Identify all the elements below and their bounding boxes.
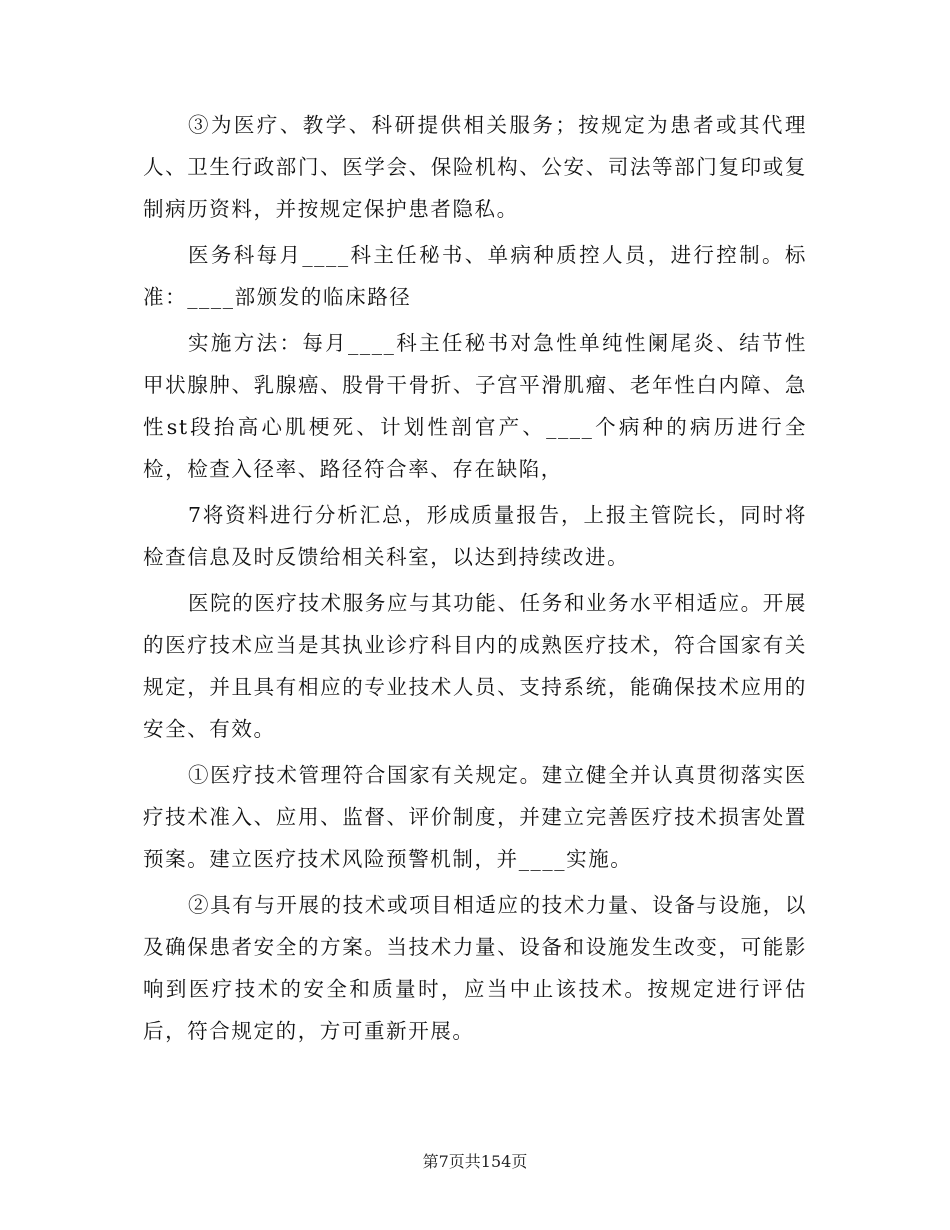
paragraph-7: ②具有与开展的技术或项目相适应的技术力量、设备与设施，以及确保患者安全的方案。当技术力量、设备和设施发生改变，可能影响到医疗技术的安全和质量时，应当中止该技术。按规定进行评估后，符合规定的，方可重新开展。 xyxy=(143,893,807,1043)
document-body xyxy=(143,104,807,1056)
paragraph-5: 医院的医疗技术服务应与其功能、任务和业务水平相适应。开展的医疗技术应当是其执业诊疗科目内的成熟医疗技术，符合国家有关规定，并且具有相应的专业技术人员、支持系统，能确保技术应用的安全、有效。 xyxy=(143,591,807,741)
page-number-footer: 第7页共154页 xyxy=(422,1152,528,1171)
paragraph-3: 实施方法：每月____科主任秘书对急性单纯性阑尾炎、结节性甲状腺肿、乳腺癌、股骨干骨折、子宫平滑肌瘤、老年性白内障、急性st段抬高心肌梗死、计划性剖官产、____个病种的病历进行全检，检查入径率、路径符合率、存在缺陷， xyxy=(143,331,807,481)
paragraph-4: 7将资料进行分析汇总，形成质量报告，上报主管院长，同时将检查信息及时反馈给相关科室，以达到持续改进。 xyxy=(143,503,807,569)
paragraph-1: ③为医疗、教学、科研提供相关服务；按规定为患者或其代理人、卫生行政部门、医学会、保险机构、公安、司法等部门复印或复制病历资料，并按规定保护患者隐私。 xyxy=(143,113,807,221)
paragraph-6: ①医疗技术管理符合国家有关规定。建立健全并认真贯彻落实医疗技术准入、应用、监督、评价制度，并建立完善医疗技术损害处置预案。建立医疗技术风险预警机制，并____实施。 xyxy=(143,763,807,871)
paragraph-2: 医务科每月____科主任秘书、单病种质控人员，进行控制。标准：____部颁发的临床路径 xyxy=(143,243,807,309)
